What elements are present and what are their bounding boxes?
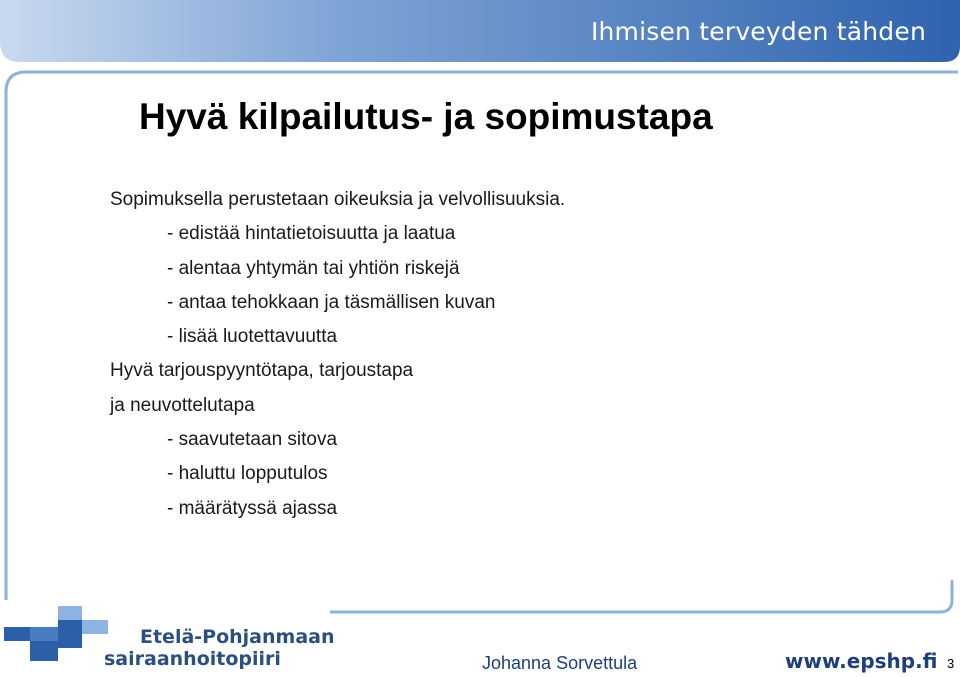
body-bullet: - saavutetaan sitova	[167, 429, 338, 451]
body-bullet: - antaa tehokkaan ja täsmällisen kuvan	[167, 291, 496, 313]
body-bullet: - haluttu lopputulos	[167, 463, 328, 485]
body-line: Sopimuksella perustetaan oikeuksia ja velvollisuuksia.	[110, 189, 566, 210]
footer-website-link[interactable]: www.epshp.fi	[785, 649, 938, 673]
logo-text-line2: sairaanhoitopiiri	[104, 648, 281, 670]
body-line: ja neuvottelutapa	[110, 394, 255, 416]
organization-logo	[0, 603, 335, 673]
logo-text-line1: Etelä-Pohjanmaan	[140, 626, 335, 648]
page-number: 3	[947, 656, 955, 671]
cross-logo-icon	[0, 603, 120, 673]
header-tagline: Ihmisen terveyden tähden	[590, 17, 926, 46]
slide-body	[110, 183, 565, 526]
slide-title: Hyvä kilpailutus- ja sopimustapa	[139, 96, 713, 137]
body-line: Hyvä tarjouspyyntötapa, tarjoustapa	[110, 360, 414, 382]
footer-author: Johanna Sorvettula	[482, 653, 638, 673]
body-bullet: - lisää luotettavuutta	[167, 326, 338, 348]
body-bullet: - määrätyssä ajassa	[167, 497, 338, 519]
body-bullet: - edistää hintatietoisuutta ja laatua	[167, 223, 456, 245]
body-bullet: - alentaa yhtymän tai yhtiön riskejä	[167, 257, 460, 279]
